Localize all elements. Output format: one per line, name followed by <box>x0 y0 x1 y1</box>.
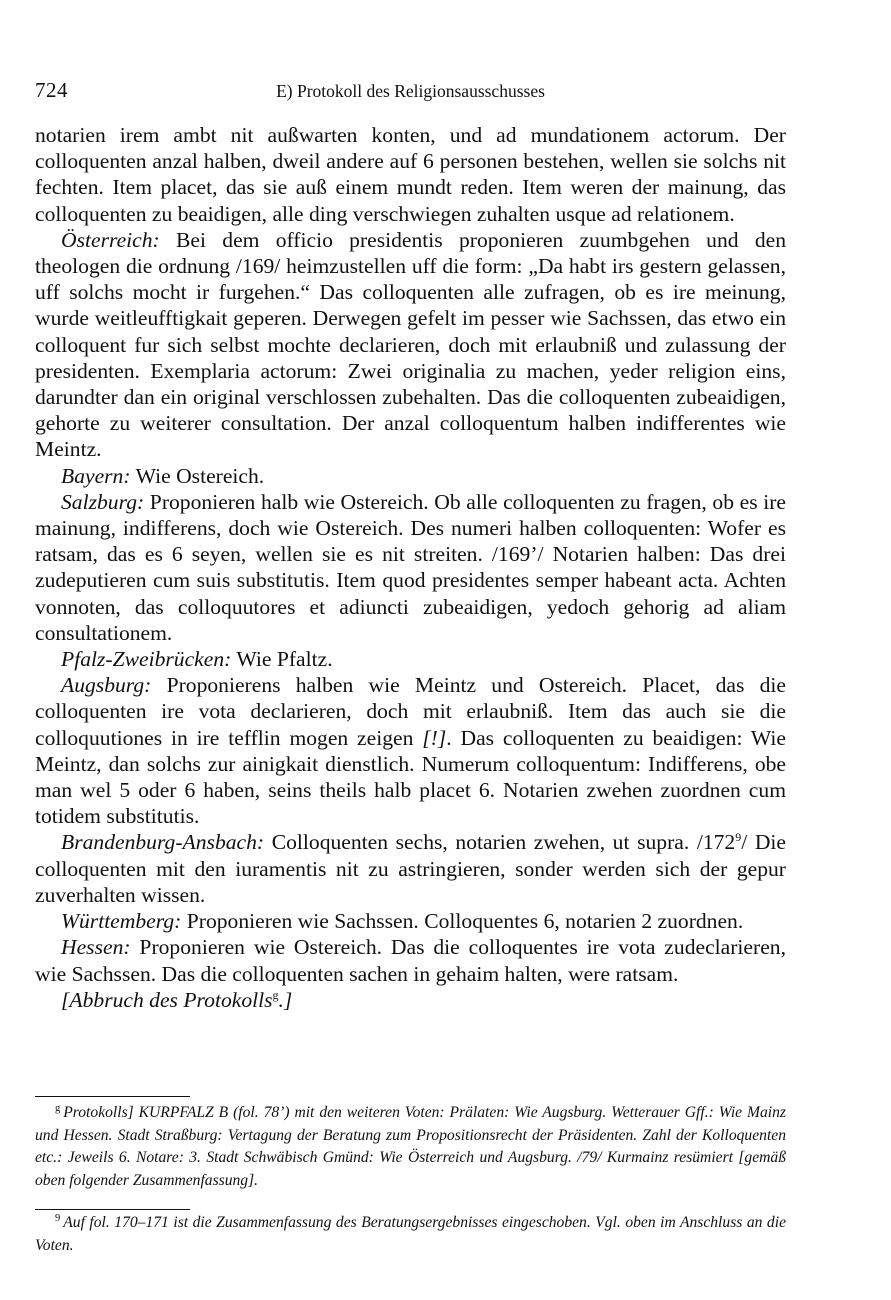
paragraph-continuation <box>35 122 786 227</box>
vote-text: Proponieren wie Sachssen. Colloquentes 6, notarien 2 zuordnen. <box>181 909 744 934</box>
editorial-note: [Abbruch des Protokolls <box>61 987 273 1012</box>
running-title: E) Protokoll des Religionsausschusses <box>276 81 545 101</box>
vote-text: Wie Pfaltz. <box>231 647 333 672</box>
footnote-divider <box>35 1096 190 1097</box>
vote-text: Colloquenten sechs, notarien zwehen, ut supra. /172 <box>264 830 736 855</box>
paragraph-text: notarien irem ambt nit außwarten konten, und ad mundationem actorum. Der colloquenten anzal halben, dweil andere auf 6 personen bestehen, wellen sie solchs nit fechten. Item placet, das sie auß einem mundt reden. Item weren der mainung, das colloquenten zu beaidigen, alle ding verschwiegen zuhalten usque ad relationem. <box>35 123 786 226</box>
speaker-name: Augsburg: <box>61 673 152 698</box>
footnote-reference[interactable]: 9 <box>735 830 742 845</box>
speaker-name: Brandenburg-Ansbach: <box>61 830 265 855</box>
vote-text: Bei dem officio presidentis proponieren zuumbgehen und den theologen die ordnung /169/ heimzustellen uff die form: „Da habt irs gestern gelassen, uff solchs mocht ir furgehen.“ Das colloquenten alle zufragen, ob es ire meinung, wurde weitleufftigkait geperen. Derwegen gefelt im pesser wie Sachssen, das etwo ein colloquent fur sich selbst mochte declarieren, doch mit erlaubniß und zulassung der presidenten. Exemplaria actorum: Zwei originalia zu machen, yeder religion eins, darundter dan ein original verschlossen zubehalten. Das die colloquenten zubeaidigen, gehorte zu weiterer consultation. Der anzal colloquentum halben indifferentes wie Meintz. <box>35 227 786 462</box>
vote-oesterreich <box>35 227 786 463</box>
footnote-text: Auf fol. 170–171 ist die Zusammenfassung des Beratungsergebnisses eingeschoben. Vgl. oben im Anschluss an die Voten. <box>35 1214 786 1254</box>
speaker-name: Österreich: <box>61 227 160 252</box>
vote-text: . Das colloquenten zu beaidigen: Wie Meintz, dan solchs zur ainigkait dienstlich. Numerum colloquentum: Indifferens, obe man wel 5 oder 6 haben, seins theils halb placet 6. Notarien zwehen zuordnen cum totidem substitutis. <box>35 725 786 829</box>
vote-hessen <box>35 934 786 986</box>
vote-salzburg <box>35 489 786 646</box>
speaker-name: Pfalz-Zweibrücken: <box>61 647 232 672</box>
page-header <box>35 78 786 106</box>
speaker-name: Württemberg: <box>61 909 182 934</box>
speaker-name: Hessen: <box>61 935 131 960</box>
vote-text: Wie Ostereich. <box>130 463 265 488</box>
document-page <box>35 0 786 1300</box>
footnote-mark: 9 <box>55 1212 61 1224</box>
editorial-note-end: .] <box>278 987 293 1012</box>
vote-wuerttemberg <box>35 908 786 934</box>
main-text <box>35 122 786 1013</box>
page-number: 724 <box>35 78 68 102</box>
footnote-text: Protokolls] KURPFALZ B (fol. 78’) mit den weiteren Voten: Prälaten: Wie Augsburg. Wetterauer Gff.: Wie Mainz und Hessen. Stadt Straßburg: Vertagung der Beratung zum Propositionsrecht der Präsidenten. Zahl der Kolloquenten etc.: Jeweils 6. Notare: 3. Stadt Schwäbisch Gmünd: Wie Österreich und Augsburg. /79/ Kurmainz resümiert [gemäß oben folgender Zusammenfassung]. <box>35 1104 786 1189</box>
vote-pfalz-zweibruecken <box>35 646 786 672</box>
footnote-mark: g <box>55 1102 61 1114</box>
vote-text: / Die colloquenten mit den iuramentis nit zu astringieren, sonder werden sich der gepur zuverhalten wissen. <box>35 830 787 907</box>
vote-text: Proponieren wie Ostereich. Das die colloquentes ire vota zudeclarieren, wie Sachssen. Das die colloquenten sachen in gehaim halten, were ratsam. <box>35 935 786 986</box>
vote-brandenburg-ansbach <box>35 829 786 908</box>
vote-text: Proponieren halb wie Ostereich. Ob alle colloquenten zu fragen, ob es ire mainung, indifferens, doch wie Ostereich. Des numeri halben colloquenten: Wofer es ratsam, das es 6 seyen, wellen sie es nit streiten. /169’/ Notarien halben: Das drei zudeputieren cum suis substitutis. Item quod presidentes semper habeant acta. Achten vonnoten, das colloquutores et adiuncti zubeaidigen, yedoch gehorig ad aliam consultationem. <box>35 489 786 645</box>
vote-text: Proponierens halben wie Meintz und Ostereich. Placet, das die colloquenten ire vota declarieren, doch mit erlaubniß. Item das auch sie die colloquutiones in ire tefflin mogen zeigen <box>35 673 786 750</box>
footnote-g <box>35 1102 786 1192</box>
editorial-mark: [!] <box>422 725 447 750</box>
vote-augsburg <box>35 672 786 829</box>
footnote-reference[interactable]: g <box>272 987 279 1002</box>
footnote-9 <box>35 1212 786 1257</box>
speaker-name: Bayern: <box>61 463 131 488</box>
speaker-name: Salzburg: <box>61 489 145 514</box>
footnote-divider <box>35 1209 190 1210</box>
vote-bayern <box>35 463 786 489</box>
protocol-end-note <box>35 987 786 1013</box>
